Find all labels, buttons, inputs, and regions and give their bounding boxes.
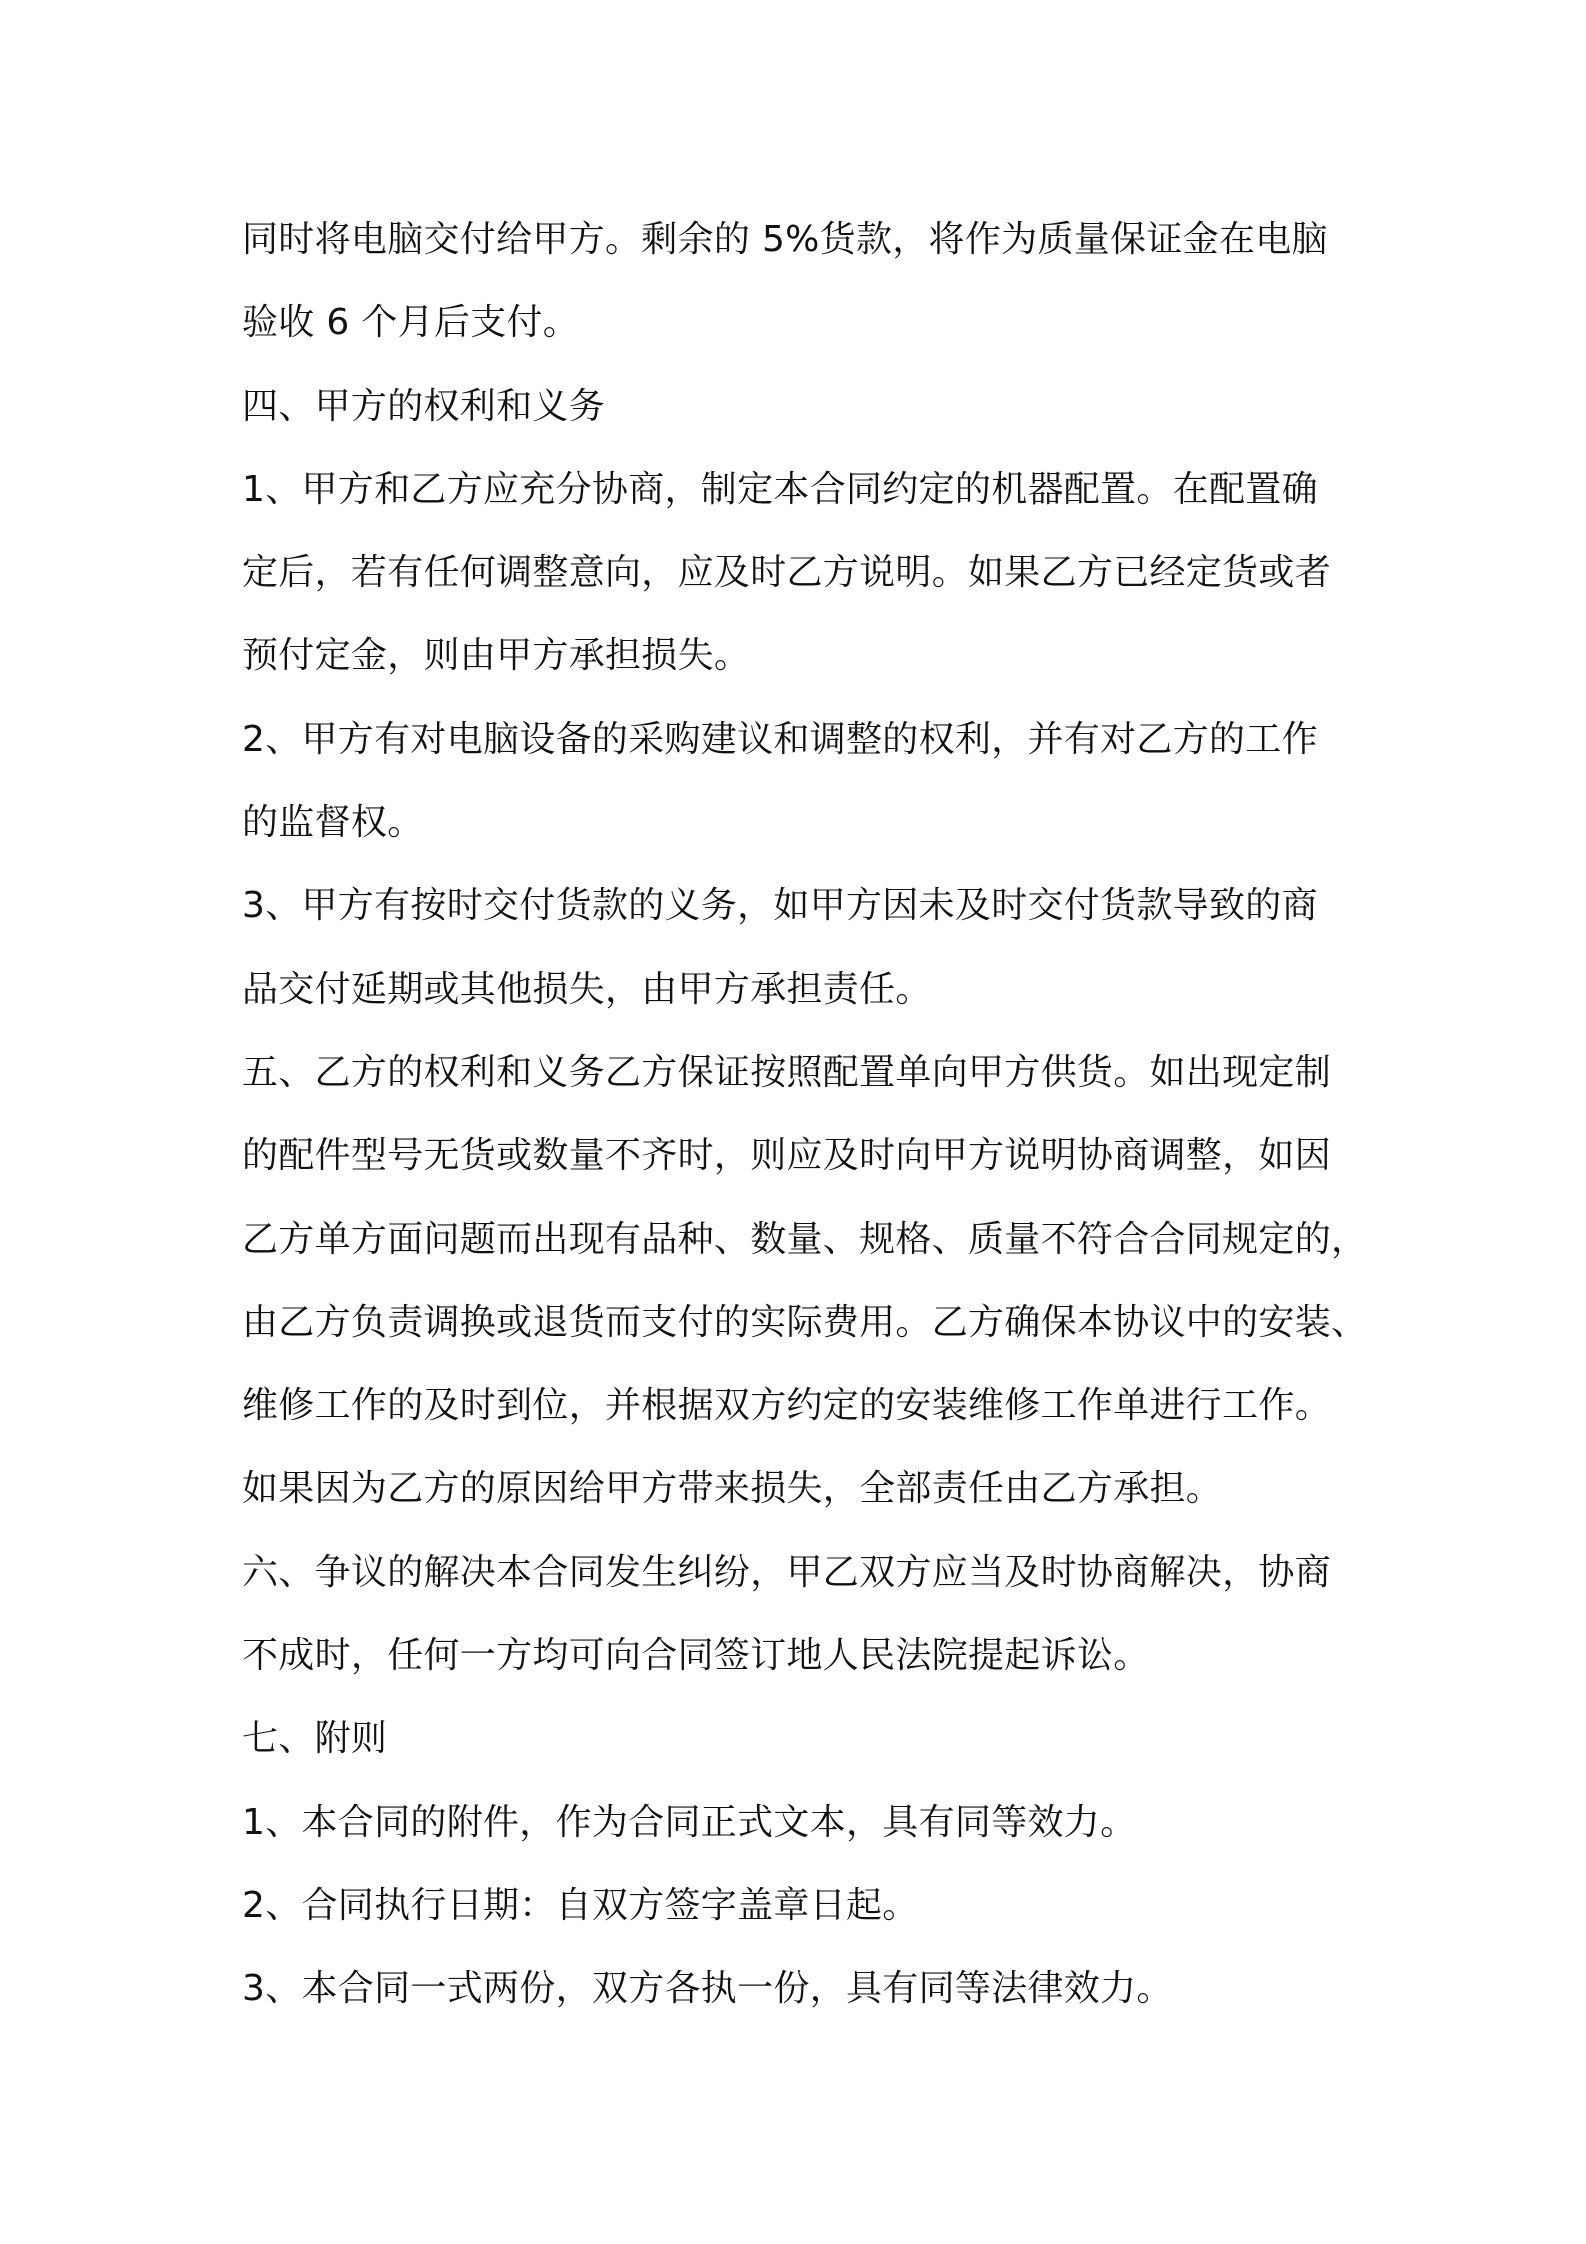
text-line: 的配件型号无货或数量不齐时，则应及时向甲方说明协商调整，如因 (242, 1135, 1332, 1177)
document-body (242, 198, 1392, 2031)
text-line: 预付定金，则由甲方承担损失。 (242, 635, 751, 677)
text-line: 2、甲方有对电脑设备的采购建议和调整的权利，并有对乙方的工作 (242, 718, 1318, 760)
text-line: 定后，若有任何调整意向，应及时乙方说明。如果乙方已经定货或者 (242, 552, 1332, 594)
section-heading: 七、附则 (242, 1718, 388, 1760)
text-line: 由乙方负责调换或退货而支付的实际费用。乙方确保本协议中的安装、 (242, 1301, 1368, 1343)
text-line: 同时将电脑交付给甲方。剩余的 5%货款，将作为质量保证金在电脑 (242, 219, 1328, 260)
section-heading: 四、甲方的权利和义务 (242, 385, 606, 427)
text-line: 3、甲方有按时交付货款的义务，如甲方因未及时交付货款导致的商 (242, 885, 1318, 927)
text-line: 不成时，任何一方均可向合同签订地人民法院提起诉讼。 (242, 1635, 1150, 1677)
text-line: 品交付延期或其他损失，由甲方承担责任。 (242, 968, 932, 1010)
text-line: 乙方单方面问题而出现有品种、数量、规格、质量不符合合同规定的， (242, 1218, 1368, 1260)
text-line: 如果因为乙方的原因给甲方带来损失，全部责任由乙方承担。 (242, 1468, 1223, 1510)
text-line: 六、争议的解决本合同发生纠纷，甲乙双方应当及时协商解决，协商 (242, 1551, 1332, 1593)
text-line: 2、合同执行日期：自双方签字盖章日起。 (242, 1884, 919, 1926)
text-line: 验收 6 个月后支付。 (242, 302, 580, 344)
text-line: 维修工作的及时到位，并根据双方约定的安装维修工作单进行工作。 (242, 1385, 1332, 1427)
text-line: 的监督权。 (242, 802, 424, 844)
text-line: 五、乙方的权利和义务乙方保证按照配置单向甲方供货。如出现定制 (242, 1051, 1332, 1093)
text-line: 1、本合同的附件，作为合同正式文本，具有同等效力。 (242, 1801, 1137, 1843)
text-line: 1、甲方和乙方应充分协商，制定本合同约定的机器配置。在配置确 (242, 468, 1318, 510)
text-line: 3、本合同一式两份，双方各执一份，具有同等法律效力。 (242, 1968, 1173, 2010)
